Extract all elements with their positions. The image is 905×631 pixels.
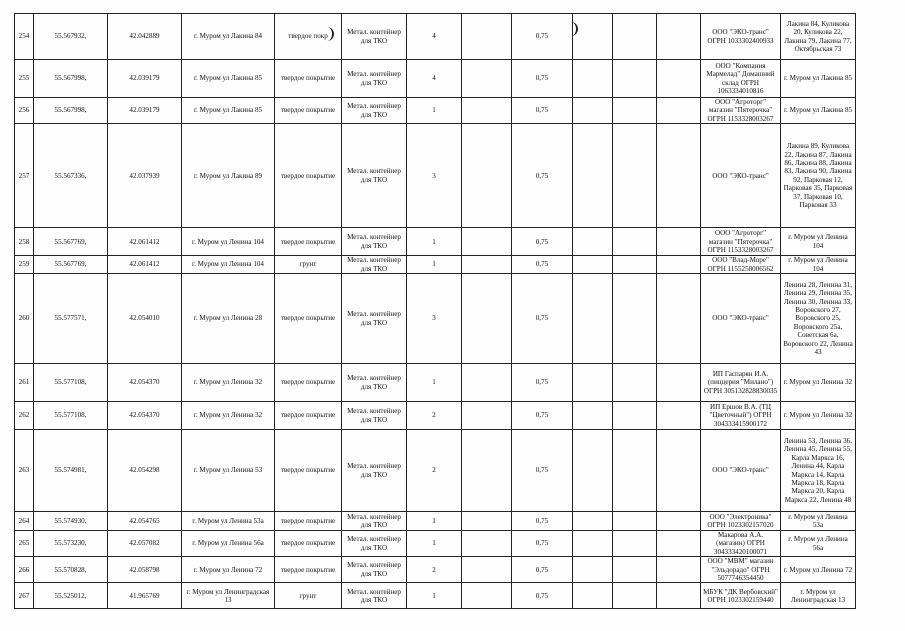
container-count-cell: 1 [407, 531, 462, 557]
table-row [15, 14, 856, 60]
empty-cell [573, 430, 613, 512]
latitude-cell: 55.573230, [34, 531, 108, 557]
waste-sources-cell: Ленина 28, Ленина 31, Ленина 29, Ленина 35, Ленина 30, Ленина 33, Воровского 27, Воровского 25, Воровского 25а, Советская 6а, Воровского 22, Ленина 43 [781, 274, 856, 364]
empty-cell [657, 60, 701, 98]
address-cell: г. Муром ул Ленина 53а [182, 512, 275, 531]
empty-cell [657, 430, 701, 512]
container-count-cell: 2 [407, 430, 462, 512]
empty-cell [462, 256, 512, 274]
empty-cell [462, 583, 512, 609]
latitude-cell: 55.567769, [34, 256, 108, 274]
row-number: 259 [15, 256, 34, 274]
longitude-cell: 42.057082 [108, 531, 182, 557]
row-number: 266 [15, 557, 34, 583]
table-row [15, 430, 856, 512]
empty-cell [462, 124, 512, 228]
empty-cell [657, 557, 701, 583]
empty-cell [462, 14, 512, 60]
empty-cell [462, 274, 512, 364]
owner-cell: ООО "ЭКО-транс" [701, 274, 781, 364]
empty-cell [573, 274, 613, 364]
owner-cell: ООО "ЭКО-транс" [701, 430, 781, 512]
empty-cell [657, 402, 701, 430]
empty-cell [462, 402, 512, 430]
container-count-cell: 1 [407, 256, 462, 274]
volume-cell: 0,75 [512, 124, 573, 228]
row-number: 261 [15, 364, 34, 402]
waste-sources-cell: г. Муром ул Ленина 53а [781, 512, 856, 531]
address-cell: г. Муром ул Ленина 56а [182, 531, 275, 557]
table-row [15, 60, 856, 98]
empty-cell [573, 124, 613, 228]
empty-cell [613, 14, 657, 60]
volume-cell: 0,75 [512, 228, 573, 256]
table-row [15, 583, 856, 609]
row-number: 265 [15, 531, 34, 557]
waste-sources-cell: г. Муром ул Лакина 85 [781, 98, 856, 124]
address-cell: г. Муром ул Ленина 32 [182, 364, 275, 402]
surface-cell: твердое покрытие [275, 98, 342, 124]
empty-cell [613, 274, 657, 364]
container-type-cell: Метал. контейнер для ТКО [342, 402, 407, 430]
empty-cell [613, 60, 657, 98]
longitude-cell: 41.965769 [108, 583, 182, 609]
owner-cell: ООО "Компания Мармелад" Домашний склад ОГРН 1063334010816 [701, 60, 781, 98]
empty-cell [613, 98, 657, 124]
volume-cell: 0,75 [512, 531, 573, 557]
owner-cell: ИП Гаспарян И.А. (пиццерия "Милано") ОГРН 305132828830035 [701, 364, 781, 402]
owner-cell: ООО "ЭКО-транс" [701, 124, 781, 228]
container-count-cell: 1 [407, 98, 462, 124]
latitude-cell: 55.567998, [34, 98, 108, 124]
address-cell: г. Муром ул Лакина 85 [182, 60, 275, 98]
surface-cell: твердое покрытие [275, 364, 342, 402]
empty-cell [657, 124, 701, 228]
table-row [15, 98, 856, 124]
address-cell: г. Муром ул Ленина 104 [182, 256, 275, 274]
longitude-cell: 42.042889 [108, 14, 182, 60]
empty-cell [613, 531, 657, 557]
volume-cell: 0,75 [512, 98, 573, 124]
row-number: 260 [15, 274, 34, 364]
waste-sources-cell: Лакина 84, Куликова 20, Куликова 22, Лакина 79, Лакина 77, Октябрьская 73 [781, 14, 856, 60]
empty-cell [462, 98, 512, 124]
waste-sources-cell: г. Муром ул Ленина 32 [781, 364, 856, 402]
waste-sources-cell: г. Муром ул Ленина 32 [781, 402, 856, 430]
longitude-cell: 42.058798 [108, 557, 182, 583]
empty-cell [573, 228, 613, 256]
container-count-cell: 2 [407, 402, 462, 430]
empty-cell [613, 557, 657, 583]
owner-cell: ООО "МВМ" магазин "Эльдорадо" ОГРН 5077746354450 [701, 557, 781, 583]
longitude-cell: 42.054010 [108, 274, 182, 364]
empty-cell [613, 364, 657, 402]
surface-cell: твердое покрытие [275, 228, 342, 256]
waste-sources-cell: Лакина 89, Куликова 22, Лакина 87, Лакина 86, Лакина 88, Лакина 83, Лакина 90, Лакина 92, Парковая 12, Парковая 35, Парковая 37, Парковая 10, Парковая 33 [781, 124, 856, 228]
surface-cell: грунт [275, 256, 342, 274]
latitude-cell: 55.577108, [34, 402, 108, 430]
empty-cell [573, 583, 613, 609]
longitude-cell: 42.054298 [108, 430, 182, 512]
volume-cell: 0,75 [512, 430, 573, 512]
row-number: 262 [15, 402, 34, 430]
container-type-cell: Метал. контейнер для ТКО [342, 124, 407, 228]
empty-cell [613, 124, 657, 228]
container-count-cell: 1 [407, 364, 462, 402]
table-row [15, 364, 856, 402]
latitude-cell: 55.570828, [34, 557, 108, 583]
longitude-cell: 42.037939 [108, 124, 182, 228]
container-type-cell: Метал. контейнер для ТКО [342, 14, 407, 60]
container-type-cell: Метал. контейнер для ТКО [342, 531, 407, 557]
empty-cell [657, 531, 701, 557]
empty-cell [657, 98, 701, 124]
row-number: 264 [15, 512, 34, 531]
surface-cell: твердое покрытие [275, 402, 342, 430]
waste-sites-register-table [14, 13, 856, 609]
owner-cell: ООО "Электроника" ОГРН 1023302157020 [701, 512, 781, 531]
volume-cell: 0,75 [512, 364, 573, 402]
waste-sources-cell: г. Муром ул Ленина 56а [781, 531, 856, 557]
container-type-cell: Метал. контейнер для ТКО [342, 430, 407, 512]
volume-cell: 0,75 [512, 512, 573, 531]
surface-cell: твердое покрытие [275, 60, 342, 98]
empty-cell [462, 512, 512, 531]
empty-cell [573, 14, 613, 60]
volume-cell: 0,75 [512, 557, 573, 583]
volume-cell: 0,75 [512, 583, 573, 609]
waste-sources-cell: г. Муром ул Ленина 104 [781, 256, 856, 274]
empty-cell [613, 402, 657, 430]
empty-cell [573, 364, 613, 402]
owner-cell: МБУК "ДК Вербовский" ОГРН 1023302159440 [701, 583, 781, 609]
volume-cell: 0,75 [512, 60, 573, 98]
container-type-cell: Метал. контейнер для ТКО [342, 512, 407, 531]
owner-cell: ООО "Агроторг" магазин "Пятерочка" ОГРН 1153328003267 [701, 98, 781, 124]
surface-cell: твердое покрытие [275, 557, 342, 583]
address-cell: г. Муром ул Ленина 53 [182, 430, 275, 512]
owner-cell: Макарова А.А. (магазин) ОГРН 304333420100071 [701, 531, 781, 557]
latitude-cell: 55.567336, [34, 124, 108, 228]
table-body [15, 14, 856, 609]
row-number: 258 [15, 228, 34, 256]
address-cell: г. Муром ул Ленина 72 [182, 557, 275, 583]
container-type-cell: Метал. контейнер для ТКО [342, 274, 407, 364]
container-count-cell: 2 [407, 557, 462, 583]
container-type-cell: Метал. контейнер для ТКО [342, 256, 407, 274]
address-cell: г. Муром ул Лакина 84 [182, 14, 275, 60]
volume-cell: 0,75 [512, 402, 573, 430]
surface-cell: твердое покр [275, 14, 342, 60]
longitude-cell: 42.054370 [108, 364, 182, 402]
address-cell: г. Муром ул Ленинградская 13 [182, 583, 275, 609]
address-cell: г. Муром ул Ленина 32 [182, 402, 275, 430]
table-row [15, 256, 856, 274]
row-number: 255 [15, 60, 34, 98]
empty-cell [573, 256, 613, 274]
empty-cell [657, 228, 701, 256]
longitude-cell: 42.061412 [108, 228, 182, 256]
empty-cell [573, 512, 613, 531]
waste-sources-cell: г. Муром ул Ленина 72 [781, 557, 856, 583]
surface-cell: грунт [275, 583, 342, 609]
owner-cell: ООО "ЭКО-транс" ОГРН 1033302400933 [701, 14, 781, 60]
latitude-cell: 55.567769, [34, 228, 108, 256]
empty-cell [573, 531, 613, 557]
table-row [15, 228, 856, 256]
empty-cell [657, 14, 701, 60]
row-number: 256 [15, 98, 34, 124]
latitude-cell: 55.567932, [34, 14, 108, 60]
latitude-cell: 55.574981, [34, 430, 108, 512]
longitude-cell: 42.039179 [108, 60, 182, 98]
container-type-cell: Метал. контейнер для ТКО [342, 60, 407, 98]
table-row [15, 557, 856, 583]
container-count-cell: 1 [407, 583, 462, 609]
table-row [15, 512, 856, 531]
empty-cell [613, 583, 657, 609]
waste-sources-cell: Ленина 53, Ленина 36, Ленина 45, Ленина 55, Карла Маркса 16, Ленина 44, Карла Маркса 14, Карла Маркса 18, Карла Маркса 20, Карла Маркса 22, Ленина 48 [781, 430, 856, 512]
empty-cell [657, 512, 701, 531]
table-row [15, 274, 856, 364]
surface-cell: твердое покрытие [275, 124, 342, 228]
latitude-cell: 55.577571, [34, 274, 108, 364]
empty-cell [613, 430, 657, 512]
row-number: 267 [15, 583, 34, 609]
container-count-cell: 4 [407, 14, 462, 60]
empty-cell [613, 512, 657, 531]
waste-sources-cell: г. Муром ул Ленина 104 [781, 228, 856, 256]
empty-cell [573, 98, 613, 124]
empty-cell [462, 228, 512, 256]
container-type-cell: Метал. контейнер для ТКО [342, 583, 407, 609]
container-type-cell: Метал. контейнер для ТКО [342, 228, 407, 256]
waste-sources-cell: г. Муром ул Ленинградская 13 [781, 583, 856, 609]
latitude-cell: 55.567998, [34, 60, 108, 98]
container-type-cell: Метал. контейнер для ТКО [342, 98, 407, 124]
latitude-cell: 55.577108, [34, 364, 108, 402]
table-row [15, 402, 856, 430]
empty-cell [462, 60, 512, 98]
empty-cell [573, 402, 613, 430]
empty-cell [657, 274, 701, 364]
latitude-cell: 55.525012, [34, 583, 108, 609]
address-cell: г. Муром ул Ленина 28 [182, 274, 275, 364]
address-cell: г. Муром ул Лакина 85 [182, 98, 275, 124]
container-count-cell: 3 [407, 124, 462, 228]
address-cell: г. Муром ул Ленина 104 [182, 228, 275, 256]
row-number: 254 [15, 14, 34, 60]
surface-cell: твердое покрытие [275, 430, 342, 512]
row-number: 263 [15, 430, 34, 512]
longitude-cell: 42.061412 [108, 256, 182, 274]
container-count-cell: 1 [407, 228, 462, 256]
owner-cell: ООО "Агроторг" магазин "Пятерочка" ОГРН 1153328003267 [701, 228, 781, 256]
empty-cell [657, 256, 701, 274]
empty-cell [613, 256, 657, 274]
container-count-cell: 4 [407, 60, 462, 98]
empty-cell [462, 430, 512, 512]
row-number: 257 [15, 124, 34, 228]
container-count-cell: 1 [407, 512, 462, 531]
empty-cell [573, 557, 613, 583]
empty-cell [462, 557, 512, 583]
owner-cell: ИП Ершов В.А. (ТЦ "Цветочный") ОГРН 304333415900172 [701, 402, 781, 430]
empty-cell [657, 364, 701, 402]
surface-cell: твердое покрытие [275, 531, 342, 557]
address-cell: г. Муром ул Лакина 89 [182, 124, 275, 228]
empty-cell [657, 583, 701, 609]
volume-cell: 0,75 [512, 256, 573, 274]
waste-sources-cell: г. Муром ул Лакина 85 [781, 60, 856, 98]
owner-cell: ООО "Влад-Море" ОГРН 1155258006562 [701, 256, 781, 274]
table-row [15, 124, 856, 228]
container-type-cell: Метал. контейнер для ТКО [342, 557, 407, 583]
surface-cell: твердое покрытие [275, 512, 342, 531]
longitude-cell: 42.054765 [108, 512, 182, 531]
container-count-cell: 3 [407, 274, 462, 364]
longitude-cell: 42.039179 [108, 98, 182, 124]
table-row [15, 531, 856, 557]
longitude-cell: 42.054370 [108, 402, 182, 430]
empty-cell [573, 60, 613, 98]
empty-cell [613, 228, 657, 256]
empty-cell [462, 531, 512, 557]
volume-cell: 0,75 [512, 14, 573, 60]
volume-cell: 0,75 [512, 274, 573, 364]
empty-cell [462, 364, 512, 402]
latitude-cell: 55.574930, [34, 512, 108, 531]
container-type-cell: Метал. контейнер для ТКО [342, 364, 407, 402]
surface-cell: твердое покрытие [275, 274, 342, 364]
